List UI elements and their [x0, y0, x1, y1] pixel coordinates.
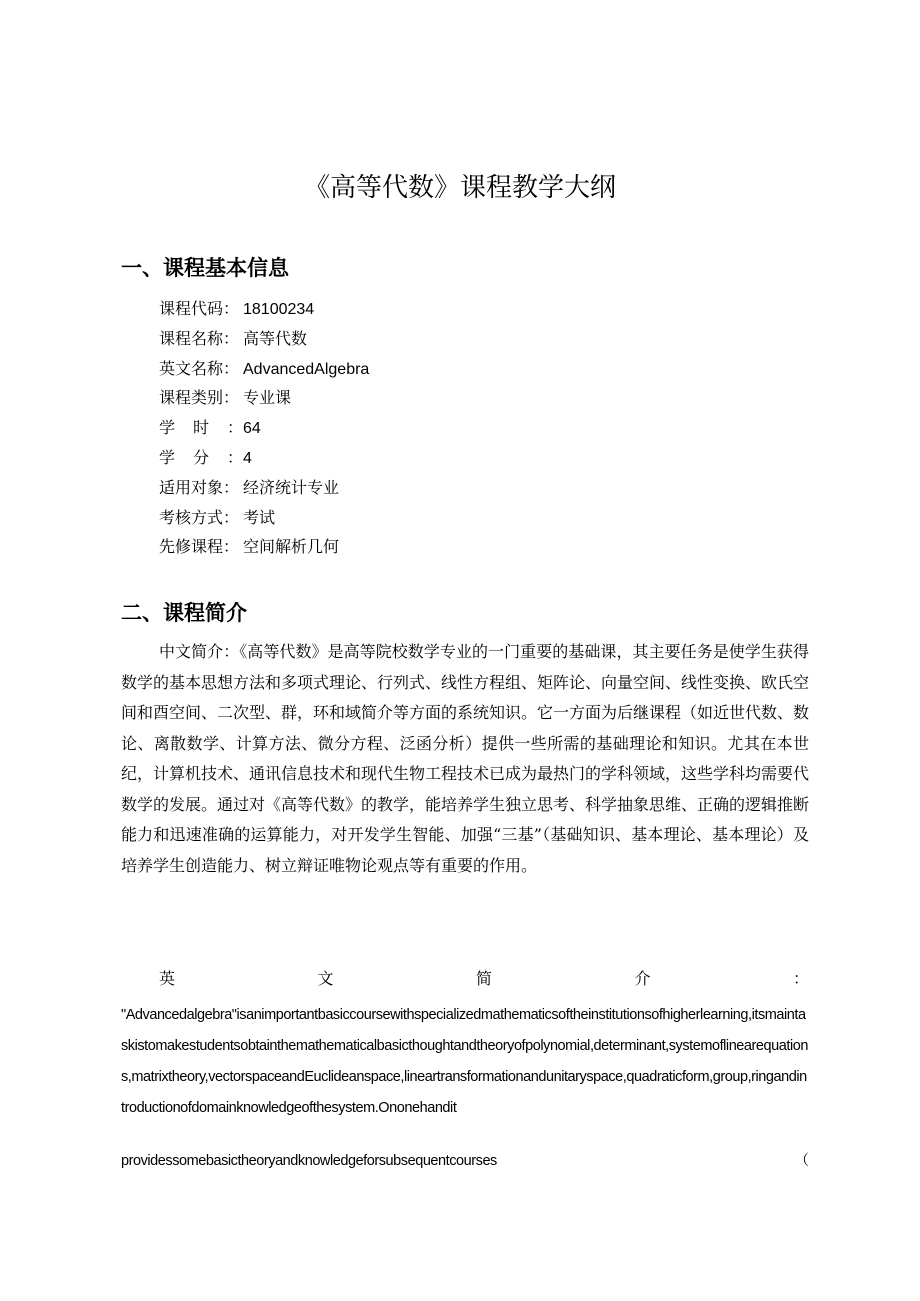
info-row-hours [159, 413, 369, 443]
section-heading-introduction: 二、课程简介 [121, 601, 247, 625]
info-value: AdvancedAlgebra [243, 360, 370, 378]
english-label-char: ： [792, 969, 809, 988]
info-label: 课程类别： [159, 388, 240, 408]
info-label: 英文名称： [159, 358, 240, 378]
english-label-char: 简 [475, 969, 492, 988]
document-title: 《高等代数》课程教学大纲 [303, 173, 616, 203]
info-row-course-category [159, 383, 369, 413]
chinese-introduction-paragraph: 中文简介：《高等代数》是高等院校数学专业的一门重要的基础课，其主要任务是使学生获得数学的基本思想方法和多项式理论、行列式、线性方程组、矩阵论、向量空间、线性变换、欧氏空间和酉空间、二次型、群，环和域简介等方面的系统知识。它一方面为后继课程（如近世代数、数论、离散数学、计算方法、微分方程、泛函分析）提供一些所需的基础理论和知识。尤其在本世纪，计算机技术、通讯信息技术和现代生物工程技术已成为最热门的学科领域，这些学科均需要代数学的发展。通过对《高等代数》的教学，能培养学生独立思考、科学抽象思维、正确的逻辑推断能力和迅速准确的运算能力，对开发学生智能、加强“三基”（基础知识、基本理论、基本理论）及培养学生创造能力、树立辩证唯物论观点等有重要的作用。 [121, 642, 810, 875]
english-introduction-label [159, 965, 809, 993]
info-row-english-name [159, 354, 369, 384]
english-trailing-parenthesis: （ [794, 1153, 809, 1169]
info-label: 考核方式： [159, 507, 240, 527]
info-value: 空间解析几何 [243, 537, 340, 557]
info-label: 课程名称： [159, 328, 240, 348]
info-row-course-name [159, 324, 369, 354]
info-row-assessment [159, 503, 369, 533]
info-label: 适用对象： [159, 477, 240, 497]
info-row-credits [159, 443, 369, 473]
info-row-target-audience [159, 473, 369, 503]
section-heading-basic-info: 一、课程基本信息 [121, 256, 289, 280]
info-row-prerequisites [159, 532, 369, 562]
info-value: 经济统计专业 [243, 477, 340, 497]
english-label-char: 英 [159, 969, 176, 988]
course-info-list [159, 294, 369, 562]
info-value: 考试 [243, 507, 276, 527]
info-value: 高等代数 [243, 328, 308, 348]
english-label-char: 介 [634, 969, 651, 988]
info-value: 专业课 [243, 388, 292, 408]
info-value: 18100234 [243, 301, 315, 318]
info-value: 64 [243, 420, 261, 438]
english-introduction-last-line [121, 1147, 809, 1175]
info-row-course-code [159, 294, 369, 324]
english-last-line-text: providessomebasictheoryandknowledgeforsubsequentcourses [121, 1153, 497, 1169]
info-label: 学分： [159, 447, 243, 467]
info-label: 先修课程： [159, 537, 240, 557]
english-label-char: 文 [317, 969, 334, 988]
info-label: 学时： [159, 418, 243, 438]
english-introduction-paragraph: "Advancedalgebra"isanimportantbasiccoursewithspecializedmathematicsoftheinstitutionsofhigherlearning,itsmaintaskistomakestudentsobtainthemathematicalbasicthoughtandtheoryofpolynomial,determinant,systemoflinearequations,matrixtheory,vectorspaceandEuclideanspace,lineartransformationandunitaryspace,quadraticform,group,ringandintroductionofdomainknowledgeofthesystem.Ononehandit [121, 1007, 808, 1116]
info-value: 4 [243, 449, 252, 467]
info-label: 课程代码： [159, 299, 240, 318]
